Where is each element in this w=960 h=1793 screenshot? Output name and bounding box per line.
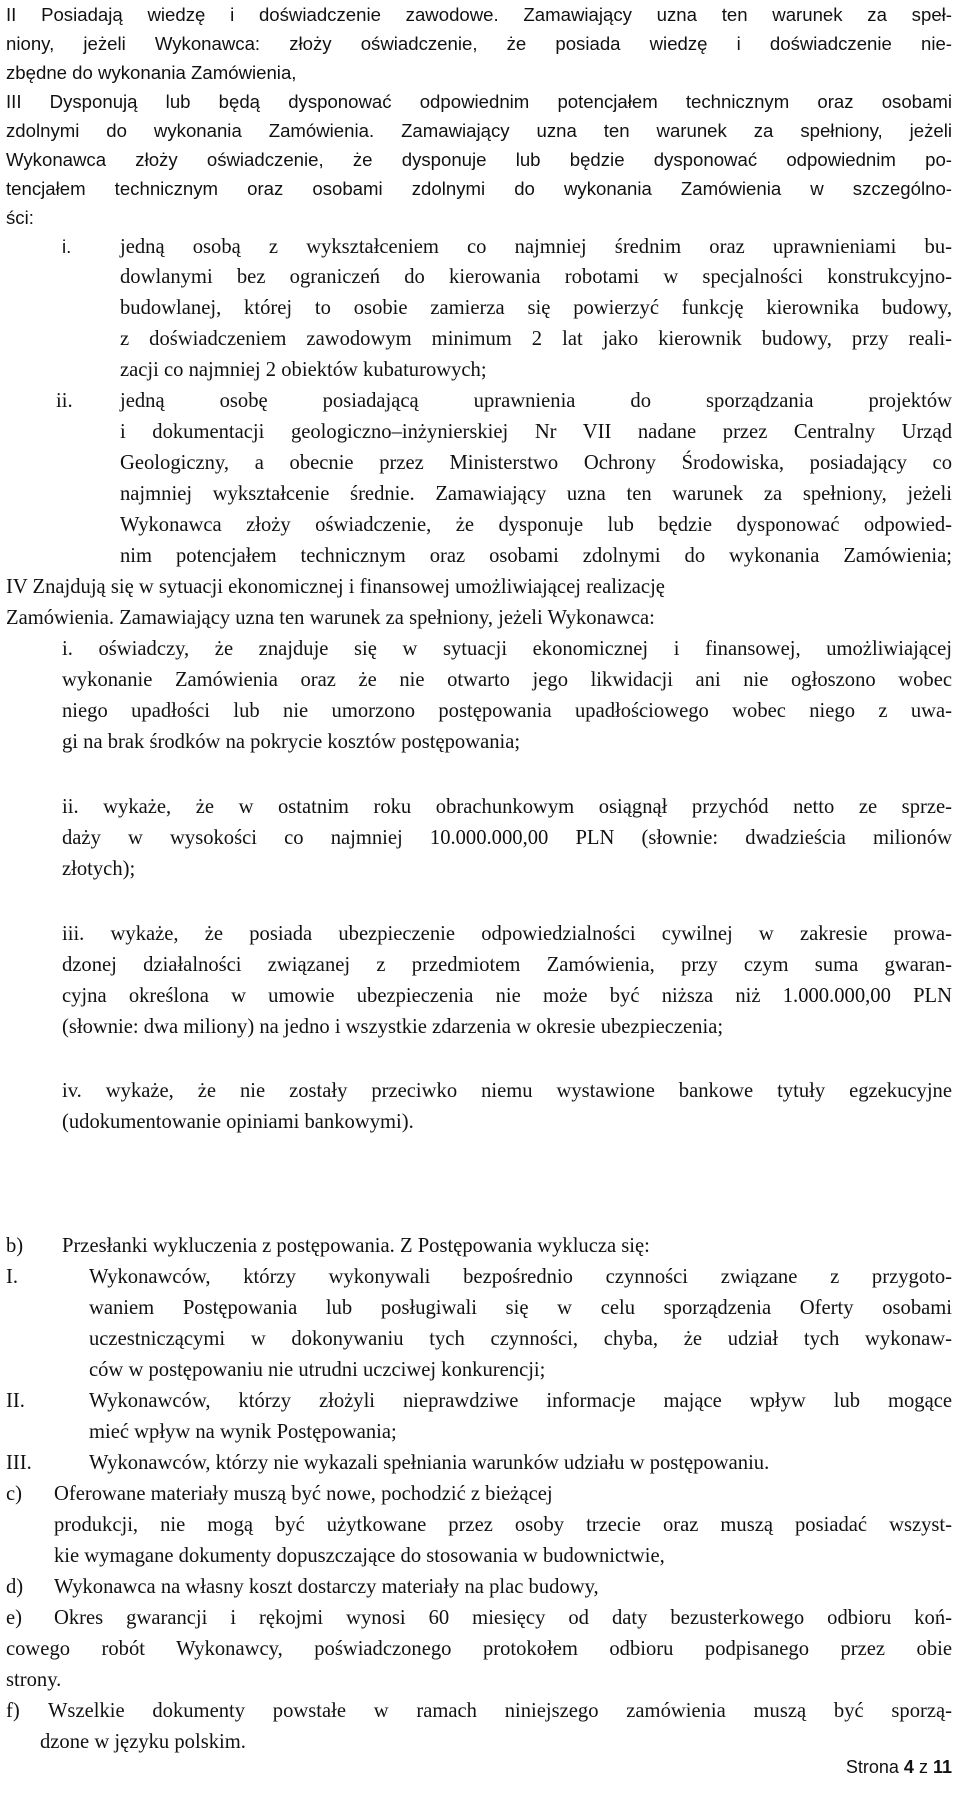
section-e-line: strony. xyxy=(6,1669,62,1691)
item-IV-iii-line: (słownie: dwa miliony) na jedno i wszystkie zdarzenia w okresie ubezpieczenia; xyxy=(62,1016,724,1038)
paragraph-III-line: zdolnymi do wykonania Zamówienia. Zamawiający uzna ten warunek za spełniony, jeżeli xyxy=(6,120,952,141)
section-f-line: Wszelkie dokumenty powstałe w ramach niniejszego zamówienia muszą być sporzą- xyxy=(48,1700,952,1722)
item-IV-iv-line: iv. wykaże, że nie zostały przeciwko niemu wystawione bankowe tytuły egzekucyjne xyxy=(62,1080,952,1102)
exclusion-I-line: uczestniczącymi w dokonywaniu tych czynności, chyba, że udział tych wykonaw- xyxy=(89,1328,952,1350)
item-IV-i-line: niego upadłości lub nie umorzono postępowania upadłościowego wobec niego z uwa- xyxy=(62,700,952,722)
exclusion-III-line: Wykonawców, którzy nie wykazali spełniania warunków udziału w postępowaniu. xyxy=(89,1452,770,1474)
page-number-separator: z xyxy=(918,1757,928,1777)
section-e-line: cowego robót Wykonawcy, poświadczonego protokołem odbioru podpisanego przez obie xyxy=(6,1638,952,1660)
item-IV-i-line: wykonanie Zamówienia oraz że nie otwarto jego likwidacji ani nie ogłoszono wobec xyxy=(62,669,952,691)
section-c-line: produkcji, nie mogą być użytkowane przez osoby trzecie oraz muszą posiadać wszyst- xyxy=(54,1514,952,1536)
paragraph-II-line: zbędne do wykonania Zamówienia, xyxy=(6,62,297,83)
item-IV-ii-line: ii. wykaże, że w ostatnim roku obrachunkowym osiągnął przychód netto ze sprze- xyxy=(62,796,952,818)
page-number xyxy=(846,1757,952,1778)
item-III-ii-line: nim potencjałem technicznym oraz osobami zdolnymi do wykonania Zamówienia; xyxy=(120,545,952,567)
paragraph-IV-line: IV Znajdują się w sytuacji ekonomicznej i finansowej umożliwiającej realizację xyxy=(6,576,665,598)
item-IV-ii-line: złotych); xyxy=(62,858,136,880)
exclusion-II-line: Wykonawców, którzy złożyli nieprawdziwe informacje mające wpływ lub mogące xyxy=(89,1390,952,1412)
exclusion-III-marker: III. xyxy=(6,1452,32,1474)
section-c-marker: c) xyxy=(6,1483,22,1505)
exclusion-I-marker: I. xyxy=(6,1266,19,1288)
exclusion-I-line: waniem Postępowania lub posługiwali się w celu sporządzenia Oferty osobami xyxy=(89,1297,952,1319)
item-III-i-line: zacji co najmniej 2 obiektów kubaturowych; xyxy=(120,359,487,381)
item-III-ii-line: Geologiczny, a obecnie przez Ministerstwo Ochrony Środowiska, posiadający co xyxy=(120,452,952,474)
page-number-label: Strona xyxy=(845,1757,899,1777)
item-IV-ii-line: daży w wysokości co najmniej 10.000.000,00 PLN (słownie: dwadzieścia milionów xyxy=(62,827,952,849)
item-IV-iii-line: cyjna określona w umowie ubezpieczenia nie może być niższa niż 1.000.000,00 PLN xyxy=(62,985,952,1007)
section-e-line: Okres gwarancji i rękojmi wynosi 60 miesięcy od daty bezusterkowego odbioru koń- xyxy=(54,1607,952,1629)
paragraph-III-line: tencjałem technicznym oraz osobami zdolnymi do wykonania Zamówienia w szczególno- xyxy=(6,178,952,199)
item-III-ii-line: i dokumentacji geologiczno–inżynierskiej Nr VII nadane przez Centralny Urząd xyxy=(120,421,952,443)
item-IV-iv-line: (udokumentowanie opiniami bankowymi). xyxy=(62,1111,414,1133)
exclusion-II-marker: II. xyxy=(6,1390,25,1412)
paragraph-II-line: II Posiadają wiedzę i doświadczenie zawodowe. Zamawiający uzna ten warunek za speł- xyxy=(6,4,952,25)
paragraph-IV-line: Zamówienia. Zamawiający uzna ten warunek za spełniony, jeżeli Wykonawca: xyxy=(6,607,655,629)
section-b-text: Przesłanki wykluczenia z postępowania. Z Postępowania wyklucza się: xyxy=(62,1235,650,1257)
item-IV-i-line: i. oświadczy, że znajduje się w sytuacji ekonomicznej i finansowej, umożliwiającej xyxy=(62,638,952,660)
item-IV-iii-line: iii. wykaże, że posiada ubezpieczenie odpowiedzialności cywilnej w zakresie prowa- xyxy=(62,923,952,945)
item-III-ii-marker: ii. xyxy=(56,390,73,412)
item-III-i-line: budowlanej, której to osobie zamierza się powierzyć funkcję kierownika budowy, xyxy=(120,297,952,319)
item-III-i-line: jedną osobą z wykształceniem co najmniej średnim oraz uprawnieniami bu- xyxy=(120,236,952,258)
section-c-line: kie wymagane dokumenty dopuszczające do stosowania w budownictwie, xyxy=(54,1545,665,1567)
item-III-ii-line: najmniej wykształcenie średnie. Zamawiający uzna ten warunek za spełniony, jeżeli xyxy=(120,483,952,505)
item-III-ii-line: Wykonawca złoży oświadczenie, że dysponuje lub będzie dysponować odpowied- xyxy=(120,514,952,536)
paragraph-II-line: niony, jeżeli Wykonawca: złoży oświadczenie, że posiada wiedzę i doświadczenie nie- xyxy=(6,33,952,54)
section-f-marker: f) xyxy=(6,1700,20,1722)
section-d-text: Wykonawca na własny koszt dostarczy materiały na plac budowy, xyxy=(54,1576,599,1598)
section-c-line: Oferowane materiały muszą być nowe, pochodzić z bieżącej xyxy=(54,1483,553,1505)
exclusion-II-line: mieć wpływ na wynik Postępowania; xyxy=(89,1421,397,1443)
item-III-i-marker: i. xyxy=(62,236,72,257)
section-b-marker: b) xyxy=(6,1235,24,1257)
paragraph-III-line: III Dysponują lub będą dysponować odpowiednim potencjałem technicznym oraz osobami xyxy=(6,91,952,112)
item-IV-iii-line: dzonej działalności związanej z przedmiotem Zamówienia, przy czym suma gwaran- xyxy=(62,954,952,976)
exclusion-I-line: ców w postępowaniu nie utrudni uczciwej konkurencji; xyxy=(89,1359,546,1381)
paragraph-III-line: ści: xyxy=(6,207,34,228)
page-number-total: 11 xyxy=(932,1757,952,1777)
paragraph-III-line: Wykonawca złoży oświadczenie, że dysponuje lub będzie dysponować odpowiednim po- xyxy=(6,149,952,170)
section-d-marker: d) xyxy=(6,1576,24,1598)
item-III-i-line: dowlanymi bez ograniczeń do kierowania robotami w specjalności konstrukcyjno- xyxy=(120,266,952,288)
item-III-i-line: z doświadczeniem zawodowym minimum 2 lat jako kierownik budowy, przy reali- xyxy=(120,328,952,350)
page-number-current: 4 xyxy=(903,1757,914,1777)
section-f-line: dzone w języku polskim. xyxy=(40,1731,246,1753)
item-III-ii-line: jedną osobę posiadającą uprawnienia do sporządzania projektów xyxy=(120,390,952,412)
exclusion-I-line: Wykonawców, którzy wykonywali bezpośrednio czynności związane z przygoto- xyxy=(89,1266,952,1288)
section-e-marker: e) xyxy=(6,1607,22,1629)
item-IV-i-line: gi na brak środków na pokrycie kosztów postępowania; xyxy=(62,731,521,753)
